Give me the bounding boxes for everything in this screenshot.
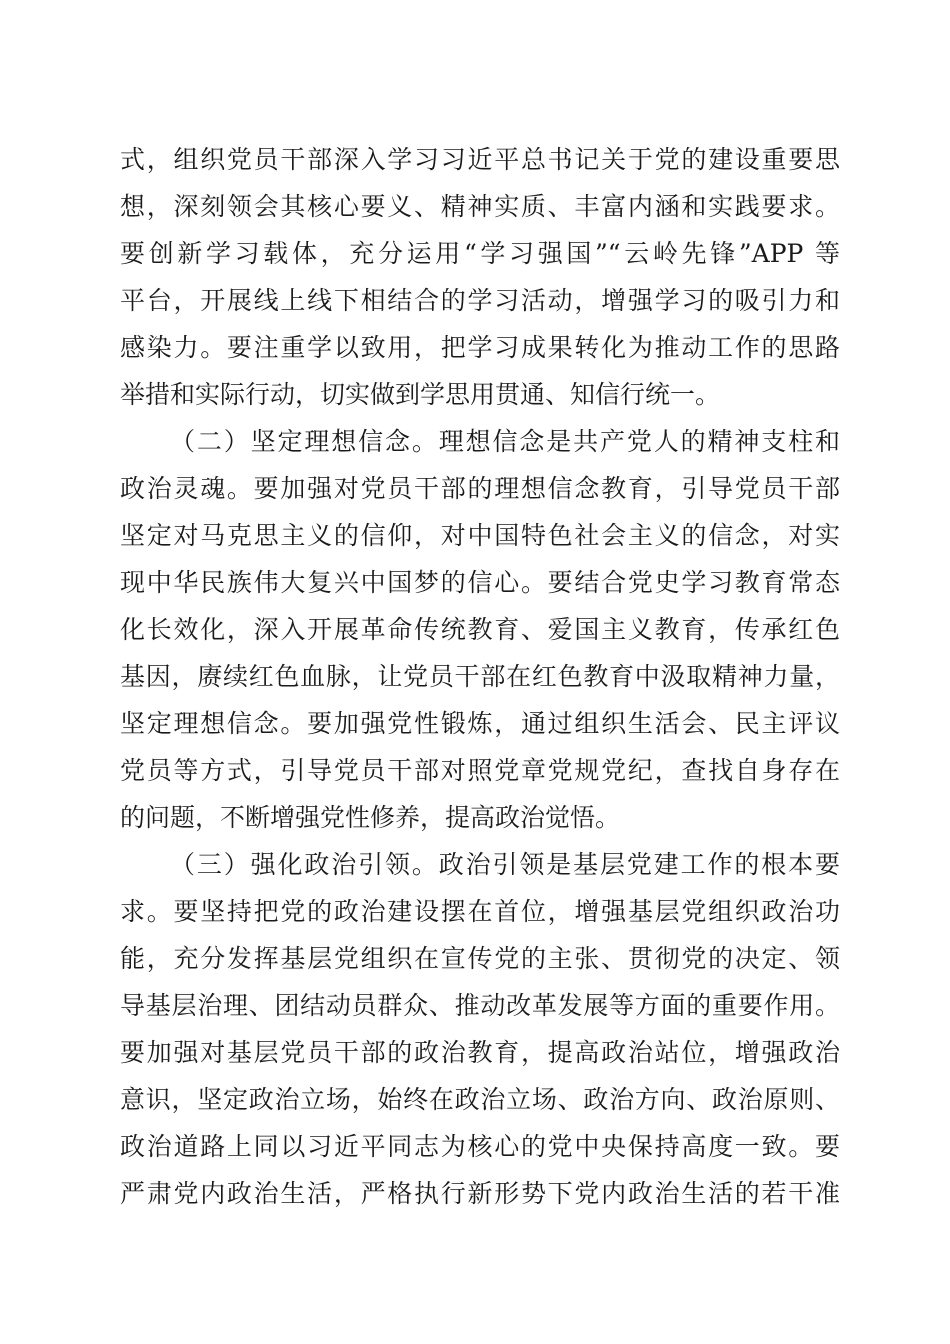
text-line-6: 举措和实际行动，切实做到学思用贯通、知信行统一。: [120, 380, 721, 409]
text-line-4: 平台，开展线上线下相结合的学习活动，增强学习的吸引力和: [120, 286, 840, 315]
text-line-12: 基因，赓续红色血脉，让党员干部在红色教育中汲取精神力量，: [120, 662, 840, 691]
text-line-18: 能，充分发挥基层党组织在宣传党的主张、贯彻党的决定、领: [120, 944, 840, 973]
text-line-14: 党员等方式，引导党员干部对照党章党规党纪，查找自身存在: [120, 756, 840, 785]
text-line-10: 现中华民族伟大复兴中国梦的信心。要结合党史学习教育常态: [120, 568, 840, 597]
text-line-15: 的问题，不断增强党性修养，提高政治觉悟。: [120, 803, 621, 832]
text-line-20: 要加强对基层党员干部的政治教育，提高政治站位，增强政治: [120, 1038, 840, 1067]
text-line-1: 式，组织党员干部深入学习习近平总书记关于党的建设重要思: [120, 145, 840, 174]
section-heading-2-line: （二）坚定理想信念。理想信念是共产党人的精神支柱和: [170, 427, 840, 456]
text-line-11: 化长效化，深入开展革命传统教育、爱国主义教育，传承红色: [120, 615, 840, 644]
text-line-23: 严肃党内政治生活，严格执行新形势下党内政治生活的若干准: [120, 1179, 840, 1208]
text-line-21: 意识，坚定政治立场，始终在政治立场、政治方向、政治原则、: [120, 1085, 840, 1114]
text-line-13: 坚定理想信念。要加强党性锻炼，通过组织生活会、民主评议: [120, 709, 840, 738]
text-line-2: 想，深刻领会其核心要义、精神实质、丰富内涵和实践要求。: [120, 192, 840, 221]
text-line-9: 坚定对马克思主义的信仰，对中国特色社会主义的信念，对实: [120, 521, 840, 550]
text-line-19: 导基层治理、团结动员群众、推动改革发展等方面的重要作用。: [120, 991, 840, 1020]
text-line-5: 感染力。要注重学以致用，把学习成果转化为推动工作的思路: [120, 333, 840, 362]
text-line-22: 政治道路上同以习近平同志为核心的党中央保持高度一致。要: [120, 1132, 840, 1161]
text-line-8: 政治灵魂。要加强对党员干部的理想信念教育，引导党员干部: [120, 474, 840, 503]
section-heading-3-line: （三）强化政治引领。政治引领是基层党建工作的根本要: [170, 850, 840, 879]
text-line-17: 求。要坚持把党的政治建设摆在首位，增强基层党组织政治功: [120, 897, 840, 926]
text-line-3: 要创新学习载体，充分运用“学习强国”“云岭先锋”APP 等: [120, 239, 840, 268]
